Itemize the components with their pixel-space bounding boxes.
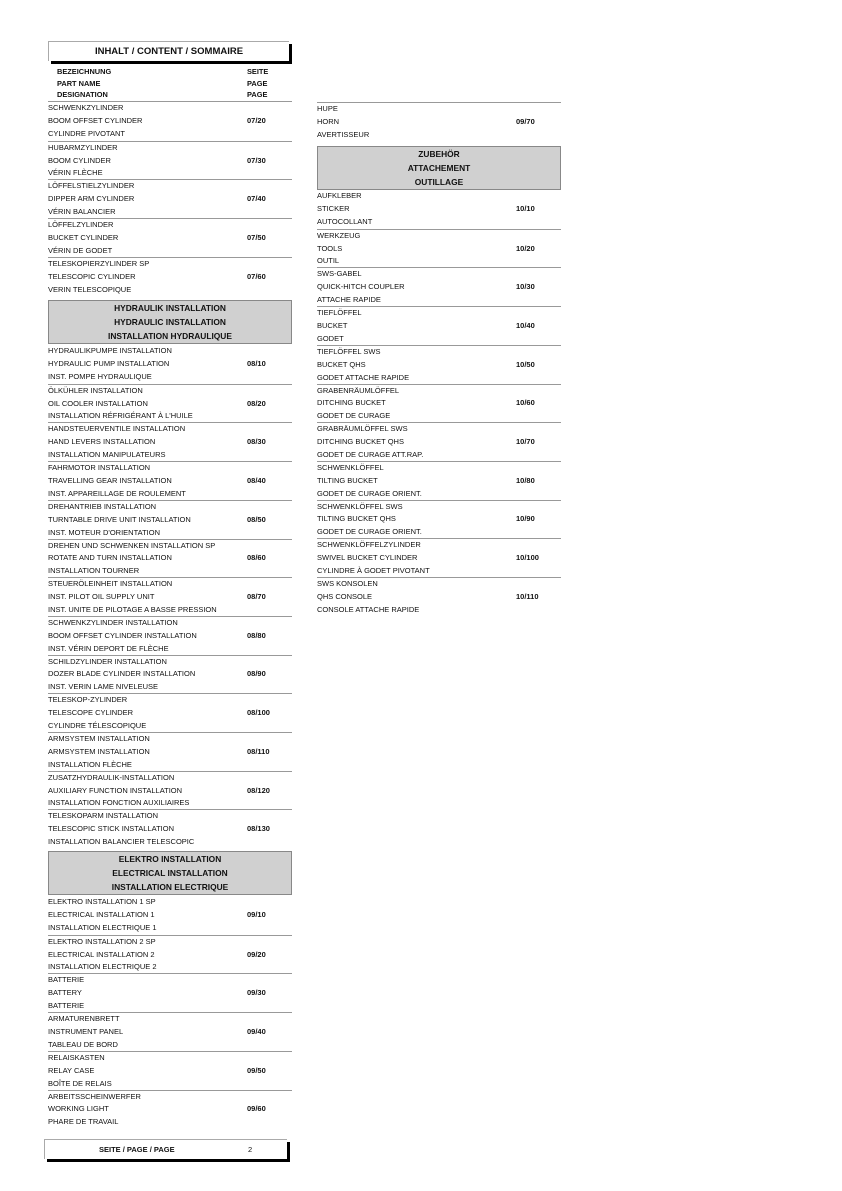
entry-name-en: TELESCOPIC CYLINDER xyxy=(48,271,136,281)
entry-name-en: INST. PILOT OIL SUPPLY UNIT xyxy=(48,592,155,602)
entry-name-fr: INST. POMPE HYDRAULIQUE xyxy=(48,371,152,381)
entry-name-en: DIPPER ARM CYLINDER xyxy=(48,194,135,204)
entry-page-ref[interactable]: 10/110 xyxy=(516,591,539,601)
entry-page-ref[interactable]: 09/70 xyxy=(516,116,535,126)
entry-name-fr: BOÎTE DE RELAIS xyxy=(48,1078,112,1088)
entry-name-de: DREHEN UND SCHWENKEN INSTALLATION SP xyxy=(48,540,216,550)
col-header-page-de: SEITE xyxy=(247,67,269,76)
entry-name-en: TOOLS xyxy=(317,243,343,253)
section-title-line: INSTALLATION ELECTRIQUE xyxy=(111,882,229,892)
entry-name-en: BATTERY xyxy=(48,988,82,998)
entry-name-en: SWIVEL BUCKET CYLINDER xyxy=(317,553,418,563)
entry-name-fr: GODET DE CURAGE ATT.RAP. xyxy=(317,449,424,459)
entry-name-fr: GODET DE CURAGE ORIENT. xyxy=(317,488,422,498)
entry-name-de: TELESKOPIERZYLINDER SP xyxy=(48,258,150,268)
entry-name-de: SCHILDZYLINDER INSTALLATION xyxy=(48,656,167,666)
toc-entry[interactable] xyxy=(48,896,292,935)
entry-page-ref[interactable]: 08/10 xyxy=(247,358,266,368)
entry-name-de: HYDRAULIKPUMPE INSTALLATION xyxy=(48,346,172,355)
entry-name-en: BUCKET xyxy=(317,320,348,330)
toc-entry[interactable] xyxy=(317,229,561,269)
entry-name-fr: VÉRIN BALANCIER xyxy=(48,207,116,217)
entry-name-fr: GODET DE CURAGE ORIENT. xyxy=(317,527,422,537)
entry-name-de: ÖLKÜHLER INSTALLATION xyxy=(48,385,143,395)
entry-name-de: TELESKOP-ZYLINDER xyxy=(48,695,128,705)
entry-name-de: SWS-GABEL xyxy=(317,269,362,279)
toc-entry[interactable] xyxy=(48,461,292,501)
entry-page-ref[interactable]: 09/10 xyxy=(247,909,266,919)
toc-entry[interactable] xyxy=(48,422,292,462)
toc-entry[interactable] xyxy=(48,577,292,617)
entry-name-en: QHS CONSOLE xyxy=(317,591,373,601)
entry-name-fr: GODET ATTACHE RAPIDE xyxy=(317,372,410,382)
toc-entry[interactable] xyxy=(48,935,292,975)
entry-name-de: ELEKTRO INSTALLATION 1 SP xyxy=(48,897,156,906)
entry-name-en: DITCHING BUCKET QHS xyxy=(317,437,404,447)
entry-page-ref[interactable]: 07/30 xyxy=(247,155,266,165)
entry-name-fr: INSTALLATION RÉFRIGÉRANT À L'HUILE xyxy=(48,411,193,421)
toc-entry[interactable] xyxy=(317,538,561,578)
section-title-line: OUTILLAGE xyxy=(414,177,464,187)
entry-name-en: ELECTRICAL INSTALLATION 1 xyxy=(48,909,155,919)
entry-name-de: GRABENRÄUMLÖFFEL xyxy=(317,385,400,395)
entry-page-ref[interactable]: 10/30 xyxy=(516,282,535,292)
entry-name-fr: INST. UNITE DE PILOTAGE A BASSE PRESSION xyxy=(48,604,217,614)
toc-entry[interactable] xyxy=(317,384,561,424)
entry-name-fr: CONSOLE ATTACHE RAPIDE xyxy=(317,604,420,614)
entry-page-ref[interactable]: 07/50 xyxy=(247,232,266,242)
col-header-name-de: BEZEICHNUNG xyxy=(57,67,112,76)
entry-page-ref[interactable]: 10/90 xyxy=(516,514,535,524)
entry-name-de: RELAISKASTEN xyxy=(48,1052,105,1062)
entry-page-ref[interactable]: 08/40 xyxy=(247,475,266,485)
entry-name-en: HYDRAULIC PUMP INSTALLATION xyxy=(48,358,170,368)
entry-name-de: SCHWENKZYLINDER xyxy=(48,103,124,112)
entry-name-de: SCHWENKLÖFFELZYLINDER xyxy=(317,540,421,550)
column-headers xyxy=(57,66,292,101)
section-title-line: ELEKTRO INSTALLATION xyxy=(118,854,222,864)
section-header-hydraulic xyxy=(48,300,292,344)
toc-entry[interactable] xyxy=(48,345,292,384)
entry-name-fr: INST. APPAREILLAGE DE ROULEMENT xyxy=(48,488,186,498)
entry-name-de: SCHWENKZYLINDER INSTALLATION xyxy=(48,617,178,627)
entry-page-ref[interactable]: 10/50 xyxy=(516,359,535,369)
entry-name-de: LÖFFELZYLINDER xyxy=(48,220,114,230)
entry-page-ref[interactable]: 09/40 xyxy=(247,1026,266,1036)
entry-name-de: HUPE xyxy=(317,104,338,113)
entry-name-fr: INSTALLATION FLÈCHE xyxy=(48,759,132,769)
entry-name-fr: INST. VÉRIN DEPORT DE FLÈCHE xyxy=(48,643,169,653)
entry-page-ref[interactable]: 08/30 xyxy=(247,437,266,447)
toc-entry[interactable] xyxy=(48,616,292,656)
toc-entry[interactable] xyxy=(48,257,292,297)
entry-name-de: ARBEITSSCHEINWERFER xyxy=(48,1091,141,1101)
entry-page-ref[interactable]: 07/20 xyxy=(247,115,266,125)
entry-name-de: STEUERÖLEINHEIT INSTALLATION xyxy=(48,579,173,589)
entry-page-ref[interactable]: 07/60 xyxy=(247,271,266,281)
section-title-line: ELECTRICAL INSTALLATION xyxy=(112,868,228,878)
entry-name-en: STICKER xyxy=(317,203,350,213)
entry-name-fr: INSTALLATION FONCTION AUXILIAIRES xyxy=(48,798,190,808)
entry-name-de: SCHWENKLÖFFEL xyxy=(317,462,384,472)
toc-entry[interactable] xyxy=(48,179,292,219)
entry-name-de: HANDSTEUERVENTILE INSTALLATION xyxy=(48,424,186,434)
section-title-line: ATTACHEMENT xyxy=(407,163,471,173)
entry-name-fr: VERIN TELESCOPIQUE xyxy=(48,284,132,294)
col-header-page-fr: PAGE xyxy=(247,90,268,99)
page-footer-box xyxy=(44,1139,287,1159)
section-title-line: HYDRAULIK INSTALLATION xyxy=(114,303,226,313)
entry-name-de: ARMATURENBRETT xyxy=(48,1014,120,1024)
footer-label: SEITE / PAGE / PAGE xyxy=(99,1145,175,1154)
entry-page-ref[interactable]: 08/100 xyxy=(247,708,270,718)
section-title-line: HYDRAULIC INSTALLATION xyxy=(114,317,226,327)
toc-entry[interactable] xyxy=(48,218,292,258)
entry-page-ref[interactable]: 10/80 xyxy=(516,475,535,485)
entry-name-fr: INSTALLATION TOURNER xyxy=(48,566,140,576)
toc-entry[interactable] xyxy=(48,384,292,424)
entry-name-de: DREHANTRIEB INSTALLATION xyxy=(48,501,157,511)
section-title-line: ZUBEHÖR xyxy=(418,149,460,159)
col-header-name-fr: DESIGNATION xyxy=(57,90,108,99)
section-header-electrical xyxy=(48,851,292,895)
entry-name-de: TIEFLÖFFEL xyxy=(317,308,362,318)
entry-page-ref[interactable]: 10/10 xyxy=(516,203,535,213)
footer-page-number: 2 xyxy=(248,1145,253,1154)
entry-name-fr: AVERTISSEUR xyxy=(317,129,370,139)
entry-name-fr: GODET xyxy=(317,333,344,343)
entry-name-de: TIEFLÖFFEL SWS xyxy=(317,346,381,356)
entry-name-fr: VÉRIN DE GODET xyxy=(48,245,113,255)
entry-page-ref[interactable]: 10/60 xyxy=(516,398,535,408)
entry-name-en: DITCHING BUCKET xyxy=(317,398,386,408)
toc-title-box: INHALT / CONTENT / SOMMAIRE xyxy=(48,41,289,61)
toc-entry[interactable] xyxy=(317,345,561,385)
entry-page-ref[interactable]: 08/60 xyxy=(247,553,266,563)
entry-name-en: ELECTRICAL INSTALLATION 2 xyxy=(48,949,155,959)
entry-name-en: AUXILIARY FUNCTION INSTALLATION xyxy=(48,785,183,795)
entry-name-en: BOOM OFFSET CYLINDER INSTALLATION xyxy=(48,630,197,640)
toc-entry[interactable] xyxy=(317,500,561,540)
entry-page-ref[interactable]: 08/50 xyxy=(247,514,266,524)
toc-entry[interactable] xyxy=(317,190,561,229)
entry-name-fr: CYLINDRE TÉLESCOPIQUE xyxy=(48,721,147,731)
toc-entry[interactable] xyxy=(317,267,561,307)
entry-name-de: ZUSATZHYDRAULIK-INSTALLATION xyxy=(48,772,175,782)
entry-name-en: TILTING BUCKET xyxy=(317,475,378,485)
toc-entry[interactable] xyxy=(48,809,292,849)
entry-name-fr: BATTERIE xyxy=(48,1001,85,1011)
toc-entry[interactable] xyxy=(48,1090,292,1130)
toc-entry[interactable] xyxy=(48,539,292,579)
entry-name-de: FAHRMOTOR INSTALLATION xyxy=(48,463,151,473)
entry-name-en: TURNTABLE DRIVE UNIT INSTALLATION xyxy=(48,514,191,524)
entry-page-ref[interactable]: 08/20 xyxy=(247,398,266,408)
entry-page-ref[interactable]: 08/80 xyxy=(247,630,266,640)
entry-page-ref[interactable]: 07/40 xyxy=(247,194,266,204)
toc-entry[interactable] xyxy=(48,1012,292,1052)
entry-name-de: SCHWENKLÖFFEL SWS xyxy=(317,501,403,511)
toc-entry[interactable] xyxy=(48,500,292,540)
toc-entry[interactable] xyxy=(48,732,292,772)
entry-name-de: AUFKLEBER xyxy=(317,191,362,200)
entry-name-en: TRAVELLING GEAR INSTALLATION xyxy=(48,475,172,485)
entry-page-ref[interactable]: 08/130 xyxy=(247,824,270,834)
entry-name-de: TELESKOPARM INSTALLATION xyxy=(48,811,159,821)
entry-page-ref[interactable]: 09/50 xyxy=(247,1065,266,1075)
toc-entry[interactable] xyxy=(48,973,292,1013)
toc-entry[interactable] xyxy=(48,141,292,181)
entry-name-fr: CYLINDRE PIVOTANT xyxy=(48,128,125,138)
entry-name-fr: INSTALLATION BALANCIER TELESCOPIC xyxy=(48,837,195,847)
entry-name-en: BUCKET CYLINDER xyxy=(48,232,119,242)
entry-name-en: ARMSYSTEM INSTALLATION xyxy=(48,746,150,756)
entry-name-fr: TABLEAU DE BORD xyxy=(48,1039,118,1049)
entry-page-ref[interactable]: 10/20 xyxy=(516,243,535,253)
entry-name-en: BOOM OFFSET CYLINDER xyxy=(48,115,143,125)
entry-page-ref[interactable]: 09/60 xyxy=(247,1104,266,1114)
entry-name-fr: VÉRIN FLÈCHE xyxy=(48,168,103,178)
entry-name-fr: INSTALLATION ELECTRIQUE 2 xyxy=(48,962,157,972)
entry-name-fr: ATTACHE RAPIDE xyxy=(317,295,381,305)
toc-entry[interactable] xyxy=(317,422,561,462)
entry-name-de: BATTERIE xyxy=(48,975,85,985)
section-header-attachment xyxy=(317,146,561,190)
entry-name-en: TELESCOPIC STICK INSTALLATION xyxy=(48,824,174,834)
entry-page-ref[interactable]: 08/110 xyxy=(247,746,270,756)
entry-name-en: TELESCOPE CYLINDER xyxy=(48,708,134,718)
entry-name-fr: AUTOCOLLANT xyxy=(317,216,373,226)
entry-name-en: TILTING BUCKET QHS xyxy=(317,514,396,524)
toc-entry[interactable] xyxy=(48,655,292,695)
entry-name-de: ELEKTRO INSTALLATION 2 SP xyxy=(48,936,156,946)
entry-name-fr: INSTALLATION MANIPULATEURS xyxy=(48,450,166,460)
toc-entry[interactable] xyxy=(48,1051,292,1091)
entry-page-ref[interactable]: 10/40 xyxy=(516,320,535,330)
entry-name-en: BOOM CYLINDER xyxy=(48,155,111,165)
col-header-name-en: PART NAME xyxy=(57,78,101,88)
entry-name-en: HORN xyxy=(317,116,340,126)
entry-name-fr: INST. VERIN LAME NIVELEUSE xyxy=(48,682,159,692)
entry-name-de: GRABRÄUMLÖFFEL SWS xyxy=(317,424,408,434)
entry-page-ref[interactable]: 10/100 xyxy=(516,553,539,563)
entry-name-en: QUICK-HITCH COUPLER xyxy=(317,282,405,292)
entry-name-de: ARMSYSTEM INSTALLATION xyxy=(48,734,150,743)
entry-name-fr: GODET DE CURAGE xyxy=(317,411,391,421)
entry-page-ref[interactable]: 09/20 xyxy=(247,949,266,959)
col-header-page-en: PAGE xyxy=(247,78,268,88)
entry-name-fr: INSTALLATION ELECTRIQUE 1 xyxy=(48,922,157,932)
entry-page-ref[interactable]: 08/90 xyxy=(247,669,266,679)
entry-name-en: RELAY CASE xyxy=(48,1065,95,1075)
entry-name-en: BUCKET QHS xyxy=(317,359,366,369)
entry-name-de: LÖFFELSTIELZYLINDER xyxy=(48,181,135,191)
section-title-line: INSTALLATION HYDRAULIQUE xyxy=(108,331,232,341)
toc-entry[interactable] xyxy=(48,693,292,733)
entry-name-en: HAND LEVERS INSTALLATION xyxy=(48,437,156,447)
entry-name-fr: INST. MOTEUR D'ORIENTATION xyxy=(48,527,160,537)
entry-name-en: DOZER BLADE CYLINDER INSTALLATION xyxy=(48,669,196,679)
toc-entry[interactable] xyxy=(317,102,561,142)
entry-name-fr: PHARE DE TRAVAIL xyxy=(48,1117,119,1127)
entry-name-fr: CYLINDRE À GODET PIVOTANT xyxy=(317,566,430,576)
entry-name-en: OIL COOLER INSTALLATION xyxy=(48,398,148,408)
entry-name-en: WORKING LIGHT xyxy=(48,1104,109,1114)
toc-entry[interactable] xyxy=(317,306,561,346)
entry-page-ref[interactable]: 08/70 xyxy=(247,592,266,602)
entry-name-en: ROTATE AND TURN INSTALLATION xyxy=(48,553,172,563)
entry-name-en: INSTRUMENT PANEL xyxy=(48,1026,124,1036)
toc-entry[interactable] xyxy=(317,577,561,617)
entry-name-de: HUBARMZYLINDER xyxy=(48,142,118,152)
entry-page-ref[interactable]: 08/120 xyxy=(247,785,270,795)
entry-page-ref[interactable]: 09/30 xyxy=(247,988,266,998)
toc-entry[interactable] xyxy=(317,461,561,501)
entry-page-ref[interactable]: 10/70 xyxy=(516,437,535,447)
toc-entry[interactable] xyxy=(48,102,292,141)
entry-name-de: WERKZEUG xyxy=(317,230,361,240)
entry-name-fr: OUTIL xyxy=(317,256,340,266)
entry-name-de: SWS KONSOLEN xyxy=(317,579,378,588)
toc-entry[interactable] xyxy=(48,771,292,811)
